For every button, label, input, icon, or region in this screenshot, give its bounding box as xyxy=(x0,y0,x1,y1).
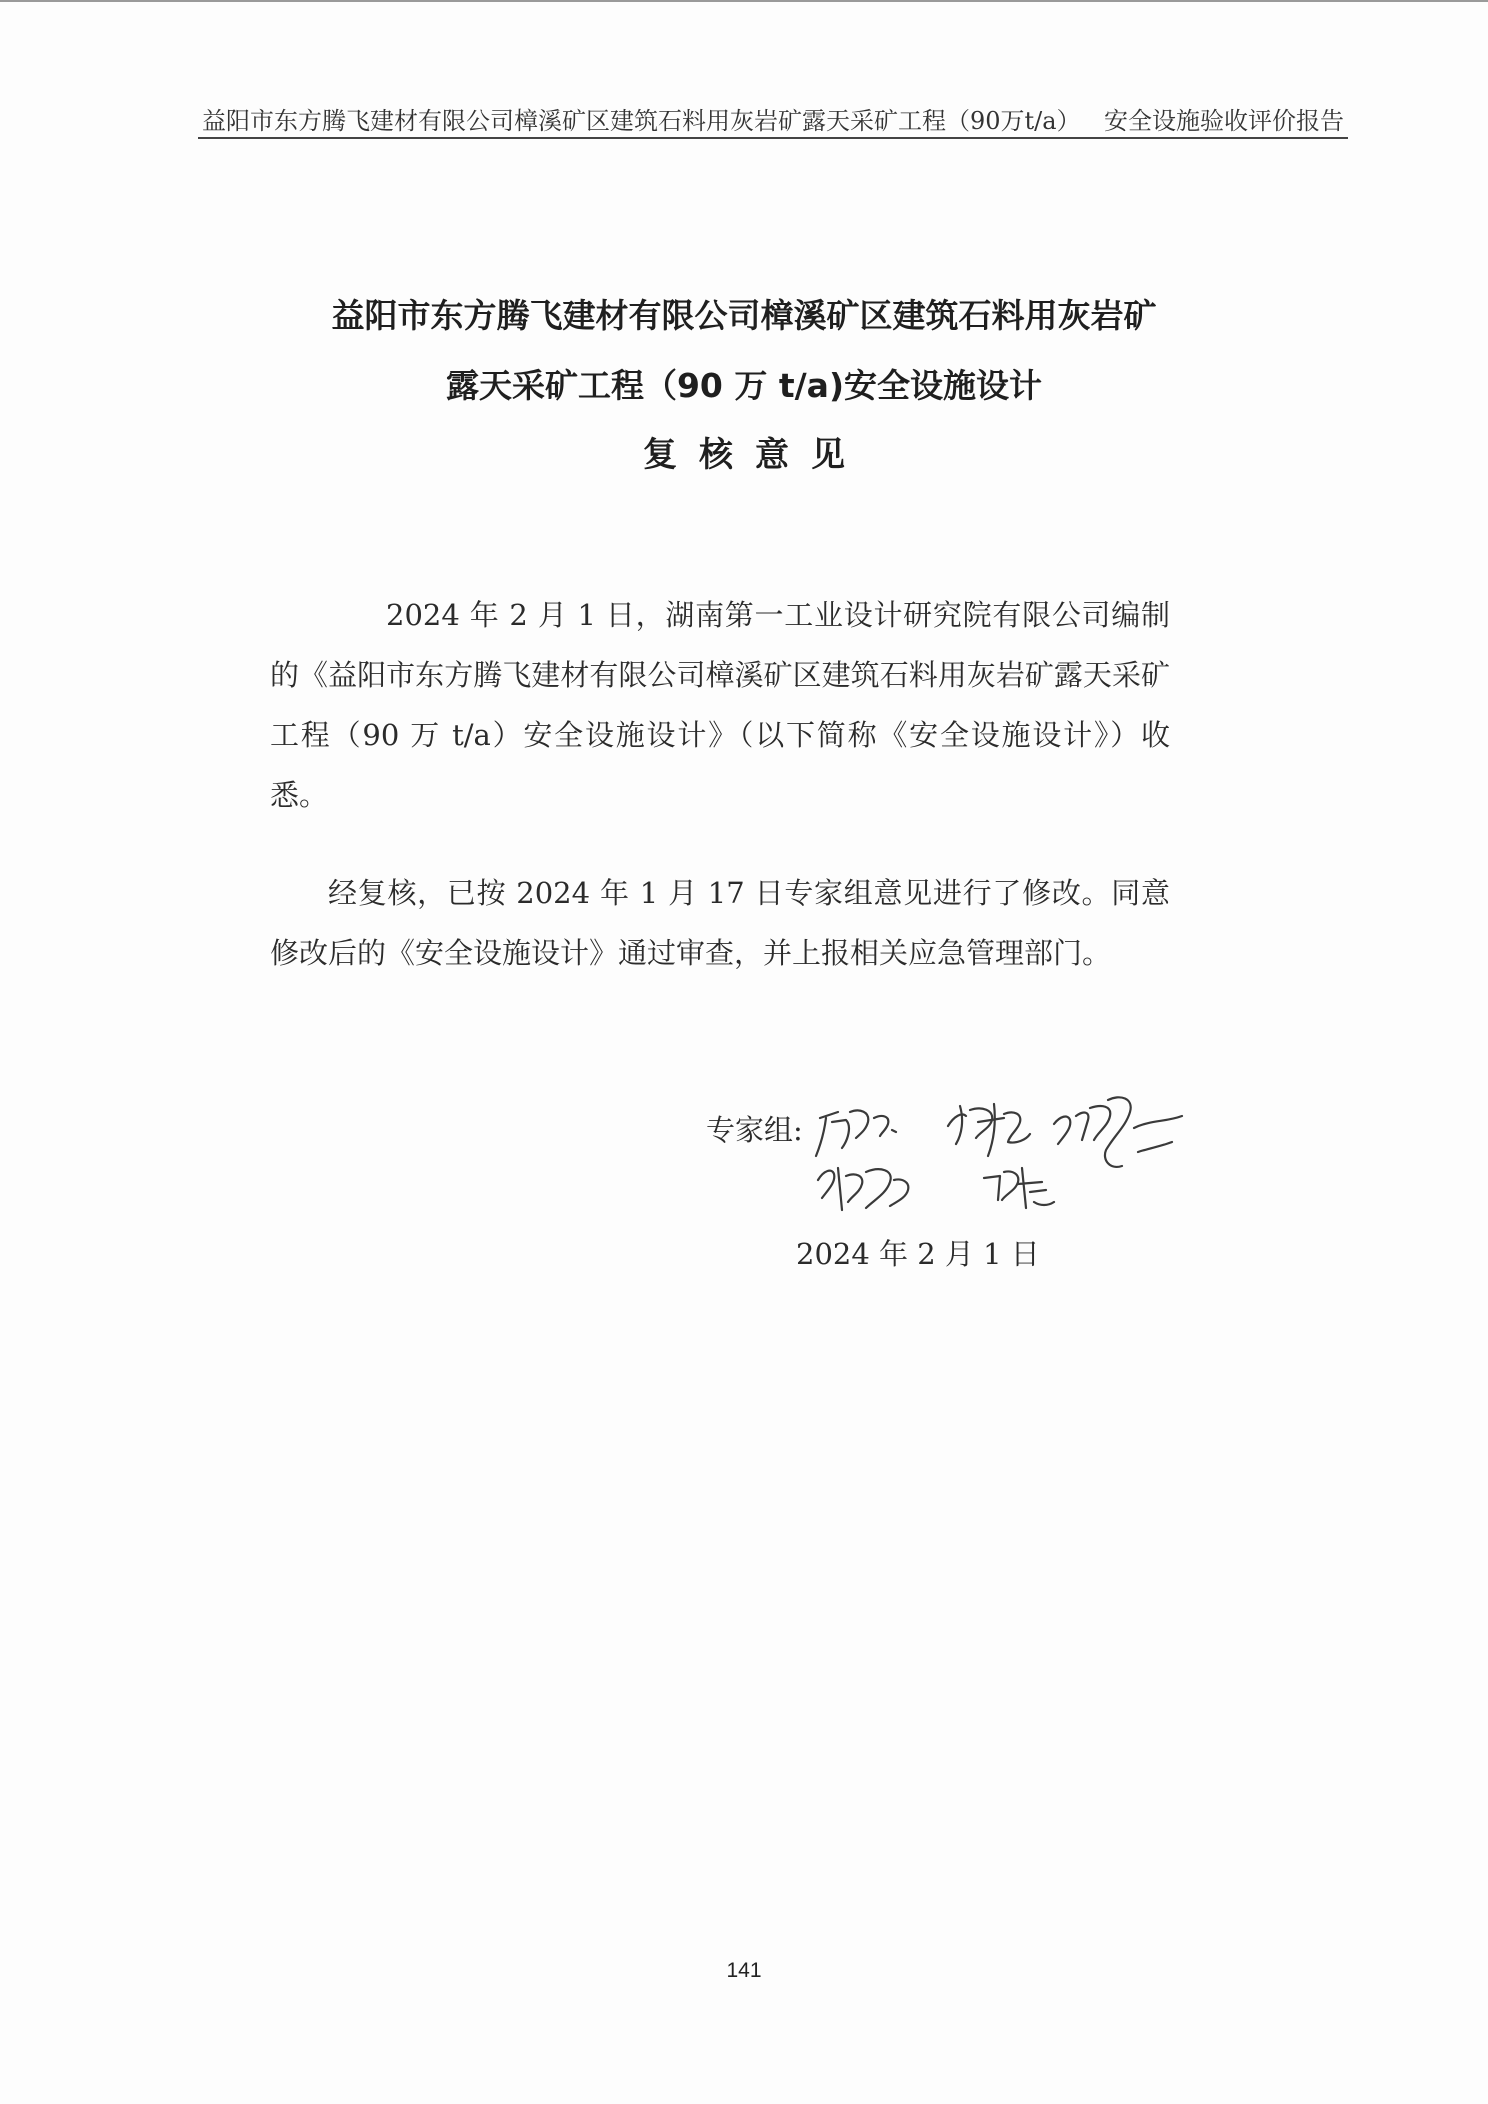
header-report-title: 安全设施验收评价报告 xyxy=(1104,107,1344,135)
expert-group-label: 专家组: xyxy=(706,1113,803,1147)
document-title-line-2: 露天采矿工程（90 万 t/a)安全设施设计 xyxy=(445,366,1043,405)
signature-stroke xyxy=(984,1168,1054,1208)
body-paragraph-1: 2024 年 2 月 1 日，湖南第一工业设计研究院有限公司编制的《益阳市东方腾飞建材有限公司樟溪矿区建筑石料用灰岩矿露天采矿工程（90 万 t/a）安全设施设计》（以下简称《安全设施设计》）收悉。 xyxy=(270,598,1170,812)
handwritten-signatures xyxy=(790,1060,1310,1230)
running-header xyxy=(198,104,1348,138)
signature-stroke xyxy=(948,1104,1030,1156)
header-rule xyxy=(198,137,1348,139)
header-project-title: 益阳市东方腾飞建材有限公司樟溪矿区建筑石料用灰岩矿露天采矿工程（90万t/a） xyxy=(202,107,1081,135)
signature-date: 2024 年 2 月 1 日 xyxy=(796,1237,1040,1271)
page-number: 141 xyxy=(726,1959,762,1982)
signature-stroke xyxy=(816,1110,896,1156)
signature-stroke xyxy=(1054,1097,1182,1167)
document-title-line-1: 益阳市东方腾飞建材有限公司樟溪矿区建筑石料用灰岩矿 xyxy=(331,296,1157,335)
signature-stroke xyxy=(818,1168,908,1210)
body-paragraph-2: 经复核，已按 2024 年 1 月 17 日专家组意见进行了修改。同意修改后的《安全设施设计》通过审查，并上报相关应急管理部门。 xyxy=(270,876,1170,970)
scan-top-edge xyxy=(0,0,1488,2)
document-title-line-3: 复核意见 xyxy=(643,435,867,475)
